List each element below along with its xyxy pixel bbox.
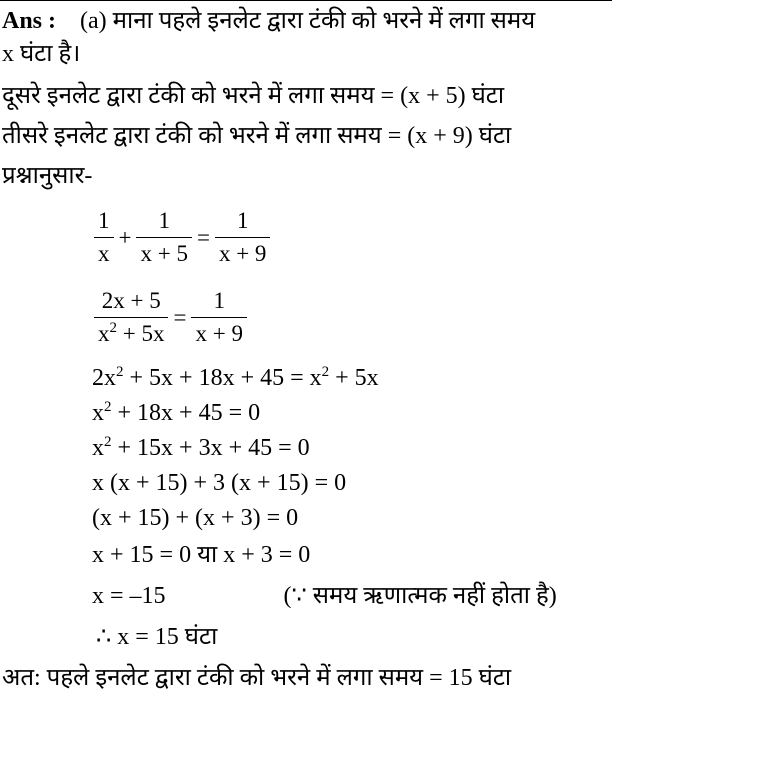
as-per-question-label: प्रश्नानुसार- (2, 163, 93, 189)
second-inlet-statement: दूसरे इनलेट द्वारा टंकी को भरने में लगा समय = (x + 5) घंटा (2, 83, 505, 109)
step-4: x (x + 15) + 3 (x + 15) = 0 (92, 470, 347, 496)
answer-part: (a) (80, 8, 107, 34)
top-rule (0, 0, 612, 1)
answer-intro-continued: x घंटा है। (2, 41, 81, 67)
step-6: x + 15 = 0 या x + 3 = 0 (92, 542, 311, 568)
fraction-1-over-x: $\frac{1}{x}$ (94, 208, 114, 267)
equation-2 (92, 288, 249, 347)
conclusion: अत: पहले इनलेट द्वारा टंकी को भरने में लगा समय = 15 घंटा (2, 665, 512, 691)
plus-sign: + (118, 224, 132, 250)
step-8-result: ∴ x = 15 घंटा (96, 624, 218, 650)
equals-sign: = (173, 304, 187, 330)
step-1: $2x^2 + 5x + 18x + 45 = x^2 + 5x$ (92, 364, 379, 391)
answer-line-1 (2, 6, 535, 36)
fraction-1-over-x-plus-5: $\frac{1}{x + 5}$ (136, 208, 191, 267)
step-2: $x^2 + 18x + 45 = 0$ (92, 399, 261, 426)
step-3: $x^2 + 15x + 3x + 45 = 0$ (92, 434, 310, 461)
step-7: x = –15 (∵ समय ऋणात्मक नहीं होता है) (92, 583, 557, 609)
equals-sign: = (196, 224, 210, 250)
step-5: (x + 15) + (x + 3) = 0 (92, 505, 299, 531)
answer-label: Ans : (2, 8, 57, 34)
equation-1 (92, 208, 272, 267)
fraction-lhs: $\frac{2x + 5}{x^2 + 5x}$ (94, 288, 168, 347)
third-inlet-statement: तीसरे इनलेट द्वारा टंकी को भरने में लगा समय = (x + 9) घंटा (2, 123, 512, 149)
reason-note: (∵ समय ऋणात्मक नहीं होता है) (283, 583, 557, 609)
fraction-1-over-x-plus-9: $\frac{1}{x + 9}$ (215, 208, 270, 267)
answer-intro-text: माना पहले इनलेट द्वारा टंकी को भरने में लगा समय (112, 8, 536, 34)
fraction-rhs: $\frac{1}{x + 9}$ (191, 288, 246, 347)
answer-line-2 (2, 39, 80, 69)
